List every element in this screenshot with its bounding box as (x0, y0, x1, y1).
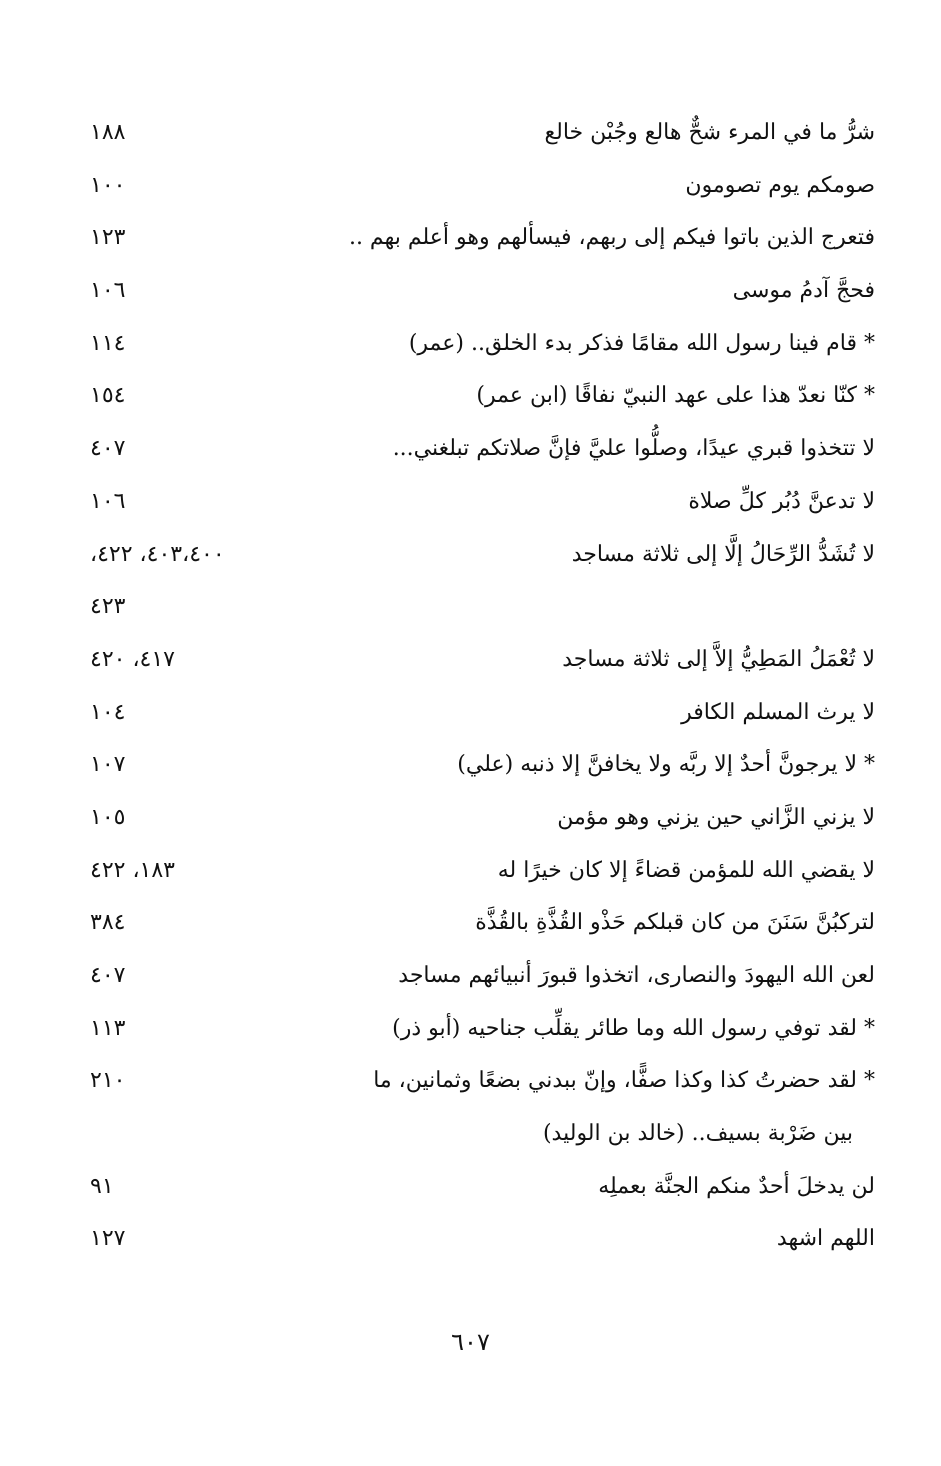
entry-text: لعن الله اليهودَ والنصارى، اتخذوا قبورَ أنبيائهم مساجد (398, 963, 875, 988)
entry-text: لا يزني الزَّاني حين يزني وهو مؤمن (557, 804, 875, 830)
entry-text: * لقد توفي رسول الله وما طائر يقلِّب جناحيه (أبو ذر) (392, 1015, 875, 1041)
entry-pages: ١٠٦ (90, 278, 126, 304)
entry-text: اللهم اشهد (776, 1226, 875, 1252)
index-entry (90, 424, 875, 477)
entry-pages: ٣٨٤ (90, 910, 126, 936)
entry-text: فتعرج الذين باتوا فيكم إلى ربهم، فيسألهم وهو أعلم بهم .. (348, 225, 875, 251)
entry-text: لا تُشَدُّ الرِّحَالُ إلَّا إلى ثلاثة مساجد (571, 541, 875, 567)
index-entry (90, 740, 875, 793)
entry-text: فحجَّ آدمُ موسى (732, 278, 875, 304)
index-entry (90, 530, 875, 583)
entry-text: لا يقضي الله للمؤمن قضاءً إلا كان خيرًا له (497, 857, 875, 883)
index-entry (90, 1162, 875, 1215)
entry-text: بين ضَرْبة بسيف.. (خالد بن الوليد) (542, 1121, 853, 1147)
entry-pages: ١٨٨ (90, 120, 126, 145)
entry-pages: ٩١ (90, 1173, 114, 1199)
entry-pages: ١١٣ (90, 1015, 126, 1041)
index-entry (90, 898, 875, 951)
index-entry (90, 319, 875, 372)
entry-text: صومكم يوم تصومون (685, 172, 875, 198)
entry-text: لا تُعْمَلُ المَطِيُّ إلاَّ إلى ثلاثة مساجد (562, 646, 875, 672)
entry-pages: ١٠٤ (90, 699, 126, 725)
entry-text: لن يدخلَ أحدٌ منكم الجنَّة بعملِه (598, 1173, 875, 1199)
index-entry (90, 213, 875, 266)
index-entry (90, 846, 875, 899)
hadith-index-list (90, 108, 875, 1267)
entry-text: * كنّا نعدّ هذا على عهد النبيّ نفاقًا (ابن عمر) (476, 383, 875, 409)
index-entry (90, 793, 875, 846)
entry-pages: ٤٠٧ (90, 436, 126, 462)
entry-pages: ١٠٠ (90, 172, 126, 198)
index-entry (90, 951, 875, 1004)
entry-pages: ٤١٧، ٤٢٠ (90, 646, 175, 672)
entry-pages: ٤٠٣،٤٠٠، ٤٢٢، (90, 541, 225, 567)
page-number: ٦٠٧ (451, 1328, 490, 1356)
entry-text: لتركبُنَّ سَنَنَ من كان قبلكم حَذْو القُذَّةِ بالقُذَّة (475, 910, 875, 936)
entry-pages: ١٥٤ (90, 383, 126, 409)
index-entry (90, 688, 875, 741)
index-entry (90, 1056, 875, 1109)
entry-text: شرُّ ما في المرء شحٌّ هالع وجُبْن خالع (544, 120, 875, 145)
entry-pages: ١٢٣ (90, 225, 126, 251)
entry-text: لا تدعنَّ دُبُر كلِّ صلاة (688, 488, 875, 514)
entry-pages: ١٠٥ (90, 804, 126, 830)
entry-pages: ١٢٧ (90, 1226, 126, 1252)
entry-text: * قام فينا رسول الله مقامًا فذكر بدء الخلق.. (عمر) (408, 330, 875, 356)
entry-text: لا تتخذوا قبري عيدًا، وصلُّوا عليَّ فإنَّ صلاتكم تبلغني... (392, 436, 875, 462)
entry-pages: ١٨٣، ٤٢٢ (90, 857, 175, 883)
entry-pages: ١٠٦ (90, 488, 126, 514)
entry-pages: ٤٢٣ (90, 594, 126, 620)
entry-text: * لقد حضرتُ كذا وكذا صفًّا، وإنّ ببدني بضعًا وثمانين، ما (373, 1068, 875, 1094)
index-entry (90, 1004, 875, 1057)
index-entry-continuation (90, 582, 875, 635)
index-entry (90, 635, 875, 688)
entry-text: * لا يرجونَّ أحدٌ إلا ربَّه ولا يخافنَّ إلا ذنبه (علي) (457, 752, 875, 778)
entry-pages: ٤٠٧ (90, 963, 126, 988)
index-entry (90, 108, 875, 161)
index-entry (90, 266, 875, 319)
index-entry-continuation (90, 1109, 875, 1162)
index-entry (90, 371, 875, 424)
index-entry (90, 477, 875, 530)
index-entry (90, 161, 875, 214)
entry-pages: ١٠٧ (90, 752, 126, 778)
index-entry (90, 1214, 875, 1267)
entry-pages: ١١٤ (90, 330, 126, 356)
entry-text: لا يرث المسلم الكافر (681, 699, 875, 725)
entry-pages: ٢١٠ (90, 1068, 126, 1094)
